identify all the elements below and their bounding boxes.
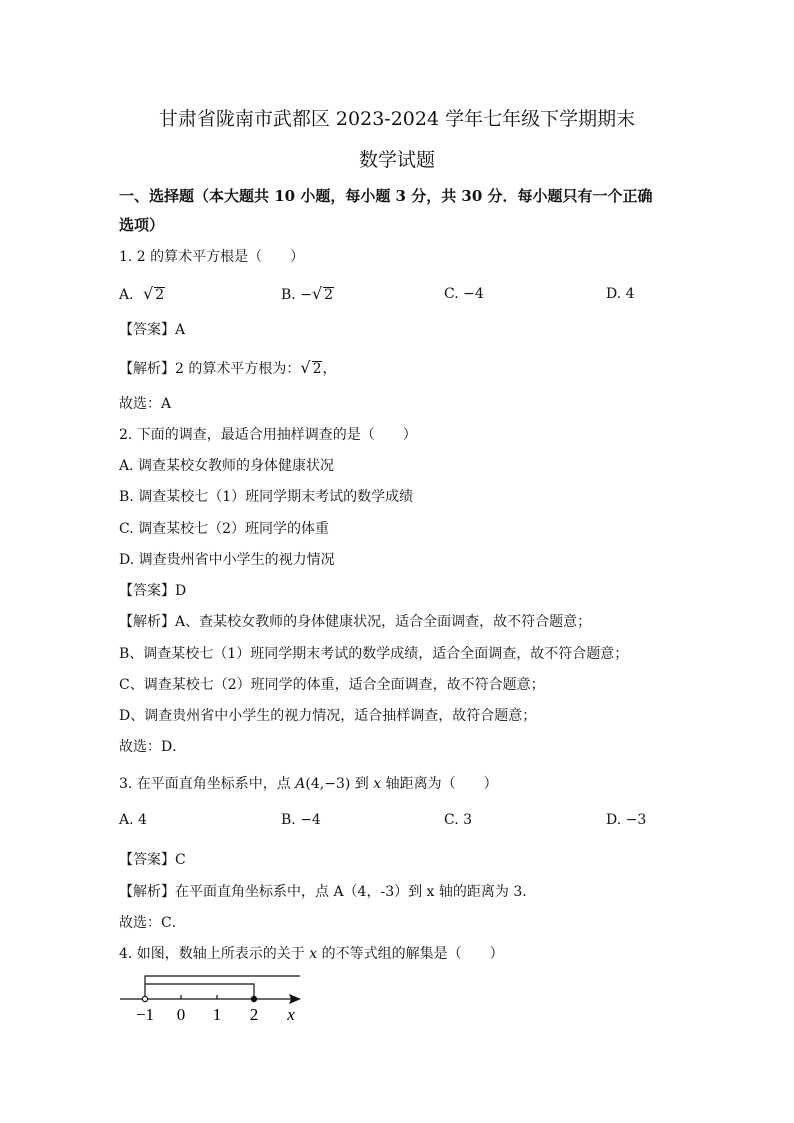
q1-analysis-suffix: ， (322, 361, 337, 377)
q2-analysis-line: C、调查某校七（2）班同学的体重，适合全面调查，故不符合题意； (119, 677, 545, 693)
q3-option-b-label: B. (281, 812, 296, 828)
q1-option-a-radicand: 2 (155, 287, 165, 303)
q3-axis-var: x (373, 776, 382, 792)
q1-option-d (606, 285, 635, 303)
q1-option-c-value: −4 (463, 286, 484, 302)
q1-option-c-label: C. (444, 286, 459, 302)
section-heading: 一、选择题（本大题共 10 小题，每小题 3 分，共 30 分．每小题只有一个正确 (119, 187, 653, 205)
q4-stem-prefix: 4. 如图，数轴上所表示的关于 (119, 946, 310, 962)
q3-choice: 故选：C． (119, 915, 186, 931)
solution-bracket-upper (145, 976, 300, 997)
closed-endpoint (251, 996, 256, 1001)
q4-var: x (309, 946, 318, 962)
q3-option-a: A. 4 (119, 812, 147, 828)
q3-analysis: 【解析】在平面直角坐标系中，点 A（4，-3）到 x 轴的距离为 3． (119, 884, 537, 900)
doc-title: 甘肃省陇南市武都区 2023-2024 学年七年级下学期期末 (158, 108, 636, 130)
q2-analysis-line: B、调查某校七（1）班同学期末考试的数学成绩，适合全面调查，故不符合题意； (119, 646, 629, 662)
number-line-figure (115, 968, 315, 1028)
q2-option-a: A. 调查某校女教师的身体健康状况 (119, 458, 335, 474)
q1-option-c (444, 285, 484, 303)
q3-point: A (295, 776, 306, 792)
q2-option-d: D. 调查贵州省中小学生的视力情况 (119, 552, 335, 568)
tick-label: 1 (212, 1005, 222, 1024)
q4-stem-suffix: 的不等式组的解集是（ ） (317, 946, 504, 962)
q3-stem-mid: 到 (350, 776, 374, 792)
q1-answer: 【答案】A (119, 322, 186, 338)
q1-analysis-radicand: 2 (312, 361, 322, 377)
sqrt-symbol: √ (138, 284, 154, 303)
q3-option-d-label: D. (606, 812, 622, 828)
q2-analysis-line: 【解析】A、查某校女教师的身体健康状况，适合全面调查，故不符合题意； (119, 614, 592, 630)
q1-option-d-value: 4 (625, 286, 635, 302)
q3-option-d (606, 811, 646, 829)
q1-analysis (119, 359, 336, 378)
q1-option-b-sign: − (300, 287, 312, 303)
q2-choice: 故选：D． (119, 739, 187, 755)
section-heading-cont: 选项） (119, 216, 165, 234)
solution-bracket-lower (145, 984, 254, 997)
q1-option-d-label: D. (606, 286, 622, 302)
q2-option-c: C. 调查某校七（2）班同学的体重 (119, 521, 330, 537)
q2-option-b: B. 调查某校七（1）班同学期末考试的数学成绩 (119, 489, 414, 505)
tick-label: −1 (135, 1005, 155, 1024)
q1-stem: 1. 2 的算术平方根是（ ） (119, 249, 305, 265)
sqrt-symbol: √ (300, 358, 311, 377)
q3-coords: (4,−3) (305, 776, 351, 792)
q3-stem-suffix: 轴距离为（ ） (381, 776, 498, 792)
q3-option-d-value: −3 (625, 812, 647, 828)
q1-option-b-radicand: 2 (324, 287, 334, 303)
q1-analysis-prefix: 【解析】2 的算术平方根为： (119, 361, 301, 377)
open-endpoint (142, 996, 147, 1001)
q3-option-b-value: −4 (300, 812, 321, 828)
q1-choice: 故选：A (119, 396, 172, 412)
doc-subtitle: 数学试题 (358, 149, 435, 171)
q3-answer: 【答案】C (119, 852, 186, 868)
q2-analysis-line: D、调查贵州省中小学生的视力情况，适合抽样调查，故符合题意； (119, 708, 537, 724)
q1-option-a (119, 285, 165, 304)
axis-label: x (287, 1005, 295, 1024)
q3-stem-prefix: 3. 在平面直角坐标系中，点 (119, 776, 296, 792)
tick-label: 0 (176, 1005, 186, 1024)
sqrt-symbol: √ (311, 284, 323, 303)
q1-option-a-label: A. (119, 287, 134, 303)
q4-stem (119, 945, 504, 963)
q1-option-b (281, 285, 334, 304)
q3-option-b (281, 811, 321, 829)
q3-stem (119, 775, 498, 793)
q1-option-b-label: B. (281, 287, 296, 303)
q3-option-c: C. 3 (444, 812, 473, 828)
tick-label: 2 (249, 1005, 259, 1024)
q2-stem: 2. 下面的调查，最适合用抽样调查的是（ ） (119, 427, 417, 443)
q2-answer: 【答案】D (119, 583, 187, 599)
